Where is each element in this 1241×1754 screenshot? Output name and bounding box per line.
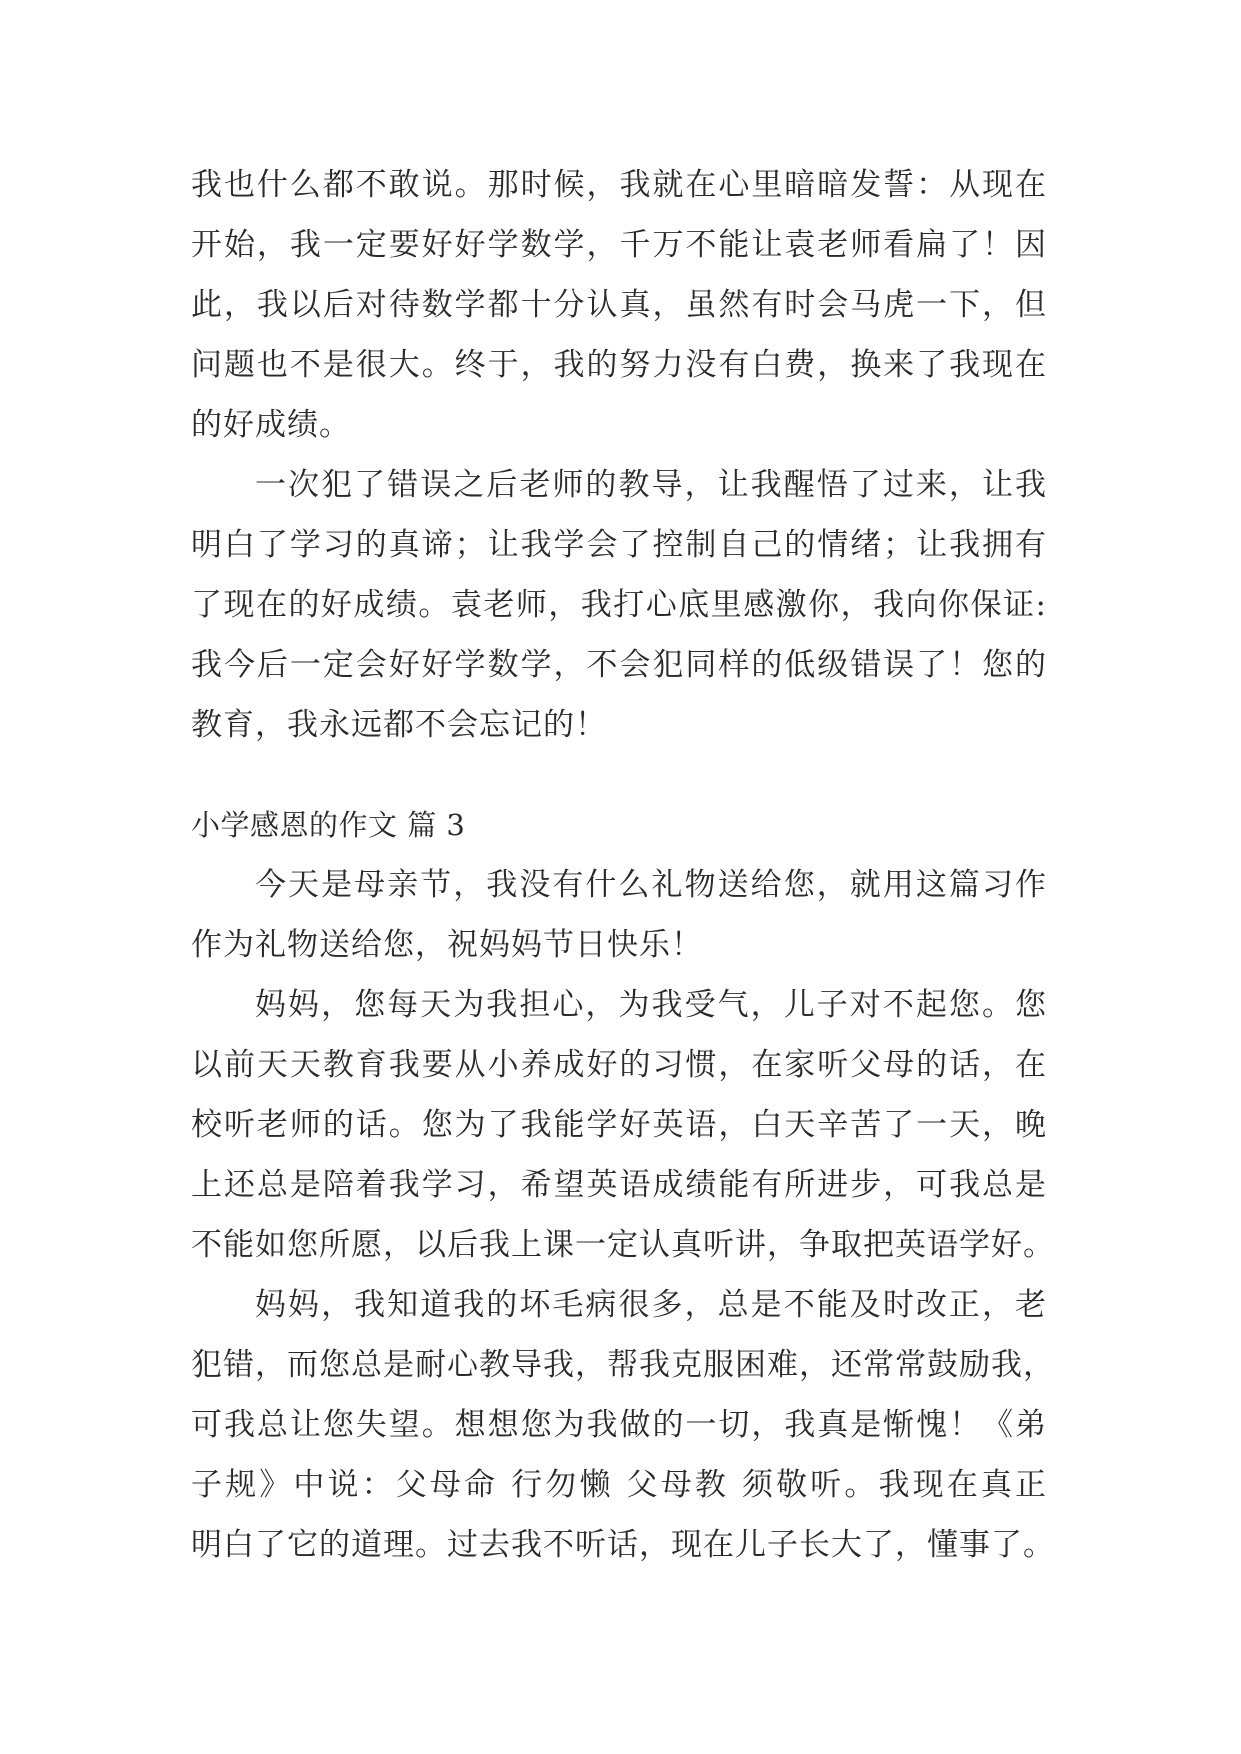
section-heading-block	[191, 795, 1047, 855]
text-line: 一次犯了错误之后老师的教导，让我醒悟了过来，让我	[255, 467, 1047, 503]
section-heading: 小学感恩的作文 篇 3	[191, 808, 466, 842]
text-line: 可我总让您失望。想想您为我做的一切，我真是惭愧！《弟	[191, 1407, 1047, 1443]
text-line: 问题也不是很大。终于，我的努力没有白费，换来了我现在	[191, 347, 1047, 383]
text-line: 不能如您所愿，以后我上课一定认真听讲，争取把英语学好。	[191, 1227, 1055, 1263]
text-line: 以前天天教育我要从小养成好的习惯，在家听父母的话，在	[191, 1047, 1047, 1083]
text-line: 今天是母亲节，我没有什么礼物送给您，就用这篇习作	[255, 867, 1047, 903]
text-line: 开始，我一定要好好学数学，千万不能让袁老师看扁了！因	[191, 227, 1047, 263]
text-line: 子规》中说：父母命 行勿懒 父母教 须敬听。我现在真正	[191, 1467, 1047, 1503]
text-line: 上还总是陪着我学习，希望英语成绩能有所进步，可我总是	[191, 1167, 1047, 1203]
text-line: 校听老师的话。您为了我能学好英语，白天辛苦了一天，晚	[191, 1107, 1047, 1143]
paragraph-2	[191, 455, 1047, 755]
text-line: 了现在的好成绩。袁老师，我打心底里感激你，我向你保证:	[191, 587, 1047, 623]
text-line: 的好成绩。	[191, 407, 351, 443]
paragraph-5	[191, 1275, 1055, 1575]
paragraph-1	[191, 155, 1047, 455]
paragraph-3	[191, 855, 1047, 975]
text-line: 我今后一定会好好学数学，不会犯同样的低级错误了！您的	[191, 647, 1047, 683]
text-line: 犯错，而您总是耐心教导我，帮我克服困难，还常常鼓励我，	[191, 1347, 1055, 1383]
text-line: 作为礼物送给您，祝妈妈节日快乐！	[191, 927, 703, 963]
text-line: 明白了它的道理。过去我不听话，现在儿子长大了，懂事了。	[191, 1527, 1055, 1563]
text-line: 我也什么都不敢说。那时候，我就在心里暗暗发誓：从现在	[191, 167, 1047, 203]
text-line: 明白了学习的真谛；让我学会了控制自己的情绪；让我拥有	[191, 527, 1047, 563]
text-line: 妈妈，您每天为我担心，为我受气，儿子对不起您。您	[255, 987, 1047, 1023]
paragraph-4	[191, 975, 1055, 1275]
text-line: 教育，我永远都不会忘记的！	[191, 707, 607, 743]
text-line: 妈妈，我知道我的坏毛病很多，总是不能及时改正，老	[255, 1287, 1047, 1323]
text-line: 此，我以后对待数学都十分认真，虽然有时会马虎一下，但	[191, 287, 1047, 323]
